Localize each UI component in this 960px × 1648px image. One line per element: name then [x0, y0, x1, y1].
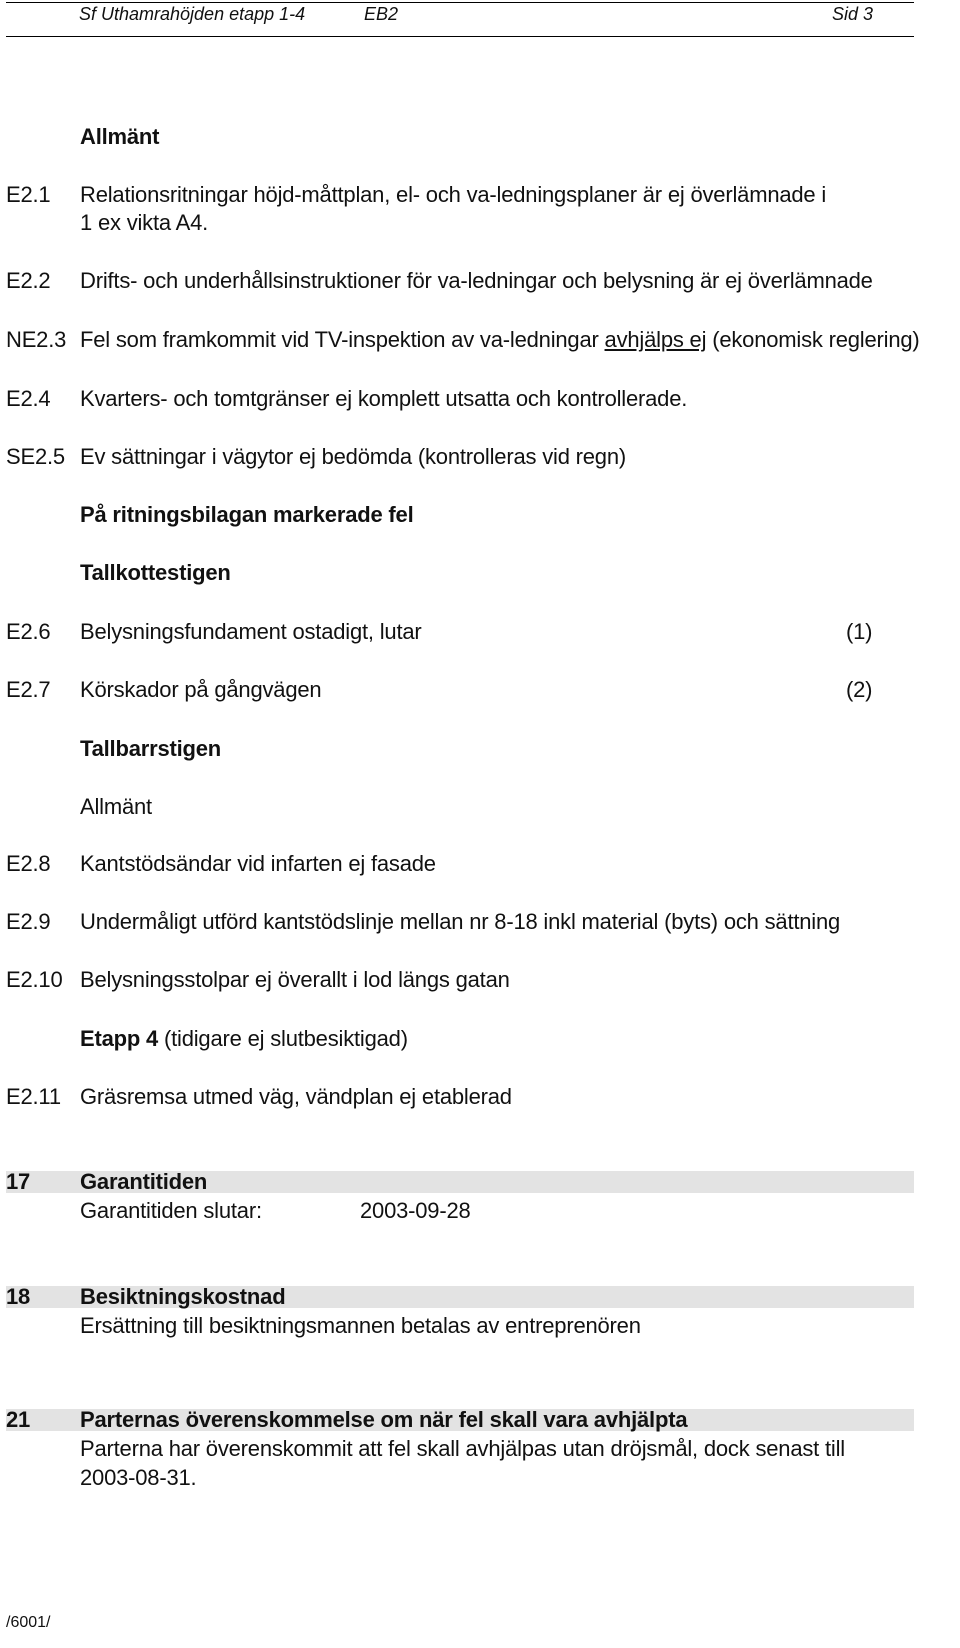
- item-text: Ev sättningar i vägytor ej bedömda (kontrolleras vid regn): [80, 444, 627, 469]
- item-code: E2.8: [6, 851, 51, 876]
- garantitiden-date: 2003-09-28: [360, 1198, 471, 1223]
- item-text-underlined: avhjälps ej: [604, 327, 707, 352]
- overenskommelse-text: Parterna har överenskommit att fel skall avhjälpas utan dröjsmål, dock senast till: [80, 1436, 845, 1461]
- item-code: E2.4: [6, 386, 51, 411]
- item-code: E2.9: [6, 909, 51, 934]
- etapp-heading-note: (tidigare ej slutbesiktigad): [158, 1026, 408, 1051]
- item-code: E2.11: [6, 1084, 61, 1109]
- street-heading-tallkottestigen: Tallkottestigen: [80, 560, 231, 585]
- section-heading-allmant: Allmänt: [80, 124, 160, 149]
- section-heading-ritningsbilaga: På ritningsbilagan markerade fel: [80, 502, 414, 527]
- item-text: Undermåligt utförd kantstödslinje mellan nr 8-18 inkl material (byts) och sättning: [80, 909, 841, 934]
- item-code: E2.7: [6, 677, 51, 702]
- street-heading-tallbarrstigen: Tallbarrstigen: [80, 736, 222, 761]
- item-text: Belysningsfundament ostadigt, lutar: [80, 619, 422, 644]
- etapp-heading: [80, 1026, 408, 1052]
- section-number-18: 18: [6, 1284, 31, 1309]
- overenskommelse-date: 2003-08-31.: [80, 1465, 197, 1490]
- item-code: E2.1: [6, 182, 51, 207]
- etapp-heading-bold: Etapp 4: [80, 1026, 159, 1051]
- item-text: Gräsremsa utmed väg, vändplan ej etablerad: [80, 1084, 512, 1109]
- item-text: Körskador på gångvägen: [80, 677, 322, 702]
- section-title-garantitiden: Garantitiden: [80, 1169, 208, 1194]
- item-code: E2.10: [6, 967, 63, 992]
- subheading-allmant: Allmänt: [80, 794, 152, 819]
- item-code: E2.2: [6, 268, 51, 293]
- item-text: Relationsritningar höjd-måttplan, el- och va-ledningsplaner är ej överlämnade i: [80, 182, 827, 207]
- header-code: EB2: [364, 4, 399, 24]
- item-text: Drifts- och underhållsinstruktioner för va-ledningar och belysning är ej överlämnade: [80, 268, 873, 293]
- item-text-pre: Fel som framkommit vid TV-inspektion av va-ledningar: [80, 327, 605, 352]
- section-number-21: 21: [6, 1407, 31, 1432]
- section-title-overenskommelse: Parternas överenskommelse om när fel skall vara avhjälpta: [80, 1407, 688, 1432]
- item-text-post: (ekonomisk reglering): [706, 327, 920, 352]
- header-bottom-rule: [6, 36, 914, 37]
- besiktningskostnad-text: Ersättning till besiktningsmannen betalas av entreprenören: [80, 1313, 641, 1338]
- item-text: Kvarters- och tomtgränser ej komplett utsatta och kontrollerade.: [80, 386, 688, 411]
- footer-code: /6001/: [6, 1614, 51, 1631]
- header-top-rule: [6, 2, 914, 3]
- header-title: Sf Uthamrahöjden etapp 1-4: [79, 4, 306, 24]
- item-code: NE2.3: [6, 327, 67, 352]
- item-text: Belysningsstolpar ej överallt i lod längs gatan: [80, 967, 510, 992]
- section-title-besiktningskostnad: Besiktningskostnad: [80, 1284, 286, 1309]
- item-text: [80, 327, 920, 353]
- item-reference: (1): [846, 619, 873, 644]
- item-text-continued: 1 ex vikta A4.: [80, 210, 209, 235]
- item-text: Kantstödsändar vid infarten ej fasade: [80, 851, 436, 876]
- section-number-17: 17: [6, 1169, 31, 1194]
- item-code: E2.6: [6, 619, 51, 644]
- garantitiden-label: Garantitiden slutar:: [80, 1198, 262, 1223]
- header-page: Sid 3: [832, 4, 874, 24]
- item-reference: (2): [846, 677, 873, 702]
- item-code: SE2.5: [6, 444, 65, 469]
